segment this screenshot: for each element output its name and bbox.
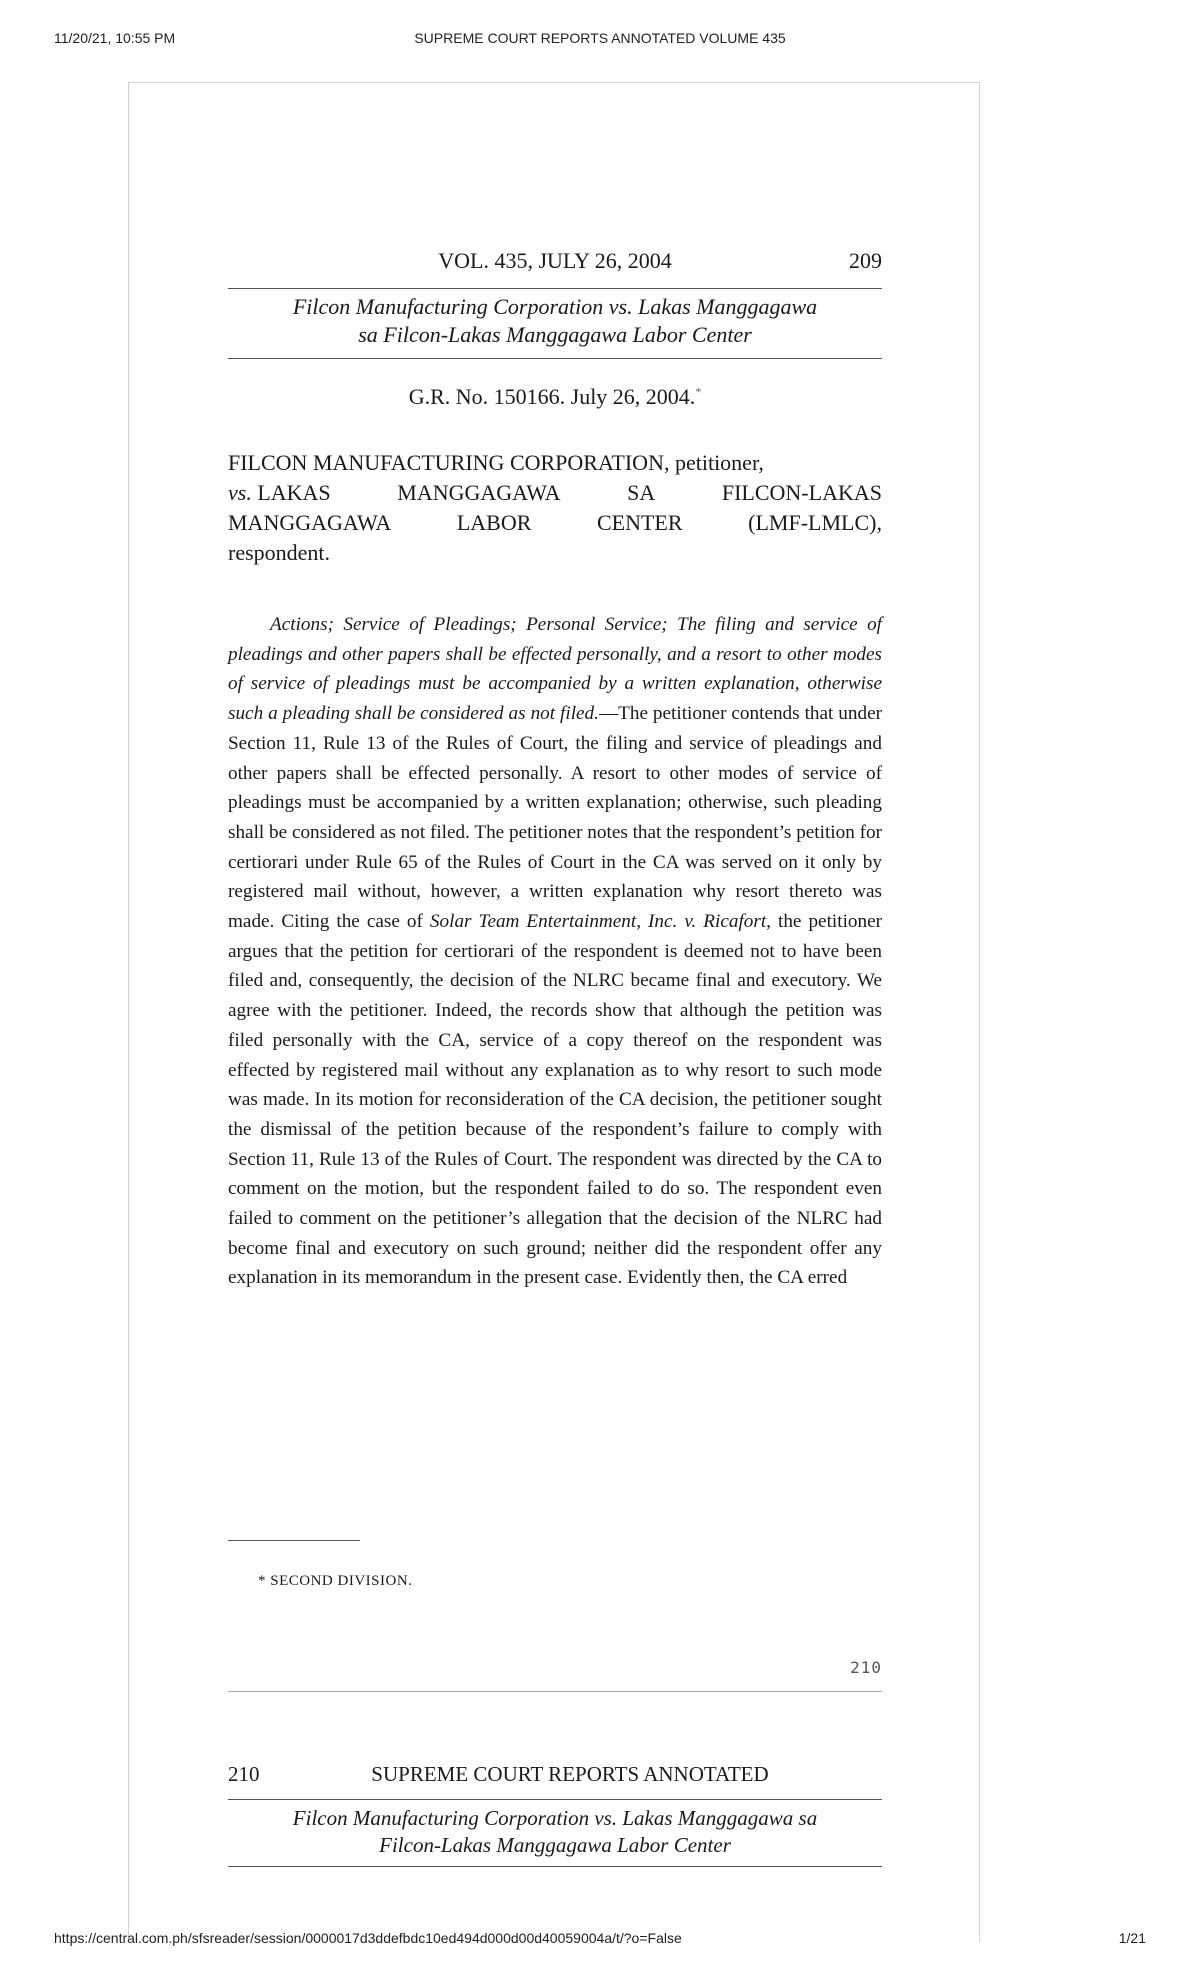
case-title-210-line1: Filcon Manufacturing Corporation vs. Lakas Manggagawa sa [292, 1806, 818, 1830]
header-rule-bottom-210 [228, 1866, 882, 1867]
print-header-title: SUPREME COURT REPORTS ANNOTATED VOLUME 435 [414, 30, 786, 46]
parties [228, 448, 882, 568]
syllabus-paragraph [228, 610, 882, 1293]
parties-line3-word: MANGGAGAWA [228, 510, 392, 535]
running-head-210 [228, 1762, 882, 1792]
header-rule-bottom [228, 358, 882, 359]
parties-line3 [228, 508, 882, 538]
parties-line2-word: SA [627, 480, 656, 505]
running-head [228, 248, 882, 278]
gr-number-text: G.R. No. 150166. July 26, 2004. [408, 384, 696, 409]
syllabus-body-continued: , the petitioner argues that the petition for certiorari of the respondent is deemed not to have been filed and, consequently, the decision of the NLRC became final and executory. We agree with the petitioner. Indeed, the records show that although the petition was filed personally with the CA, service of a copy thereof on the respondent was effected by registered mail without any explanation as to why resort to such mode was made. In its motion for reconsideration of the CA decision, the petitioner sought the dismissal of the petition because of the respondent’s failure to comply with Section 11, Rule 13 of the Rules of Court. The respondent was directed by the CA to comment on the motion, but the respondent failed to do so. The respondent even failed to comment on the petitioner’s allegation that the decision of the NLRC had become final and executory on such ground; neither did the respondent offer any explanation in its memorandum in the present case. Evidently then, the CA erred [228, 911, 882, 1289]
volume-heading: VOL. 435, JULY 26, 2004 [438, 248, 672, 273]
print-footer-url: https://central.com.ph/sfsreader/session/0000017d3ddefbdc10ed494d000d00d40059004a/t/?o=False [54, 1930, 682, 1946]
cited-case: Solar Team Entertainment, Inc. v. Ricafort [429, 911, 767, 933]
parties-line2-word: vs. LAKAS [228, 480, 331, 505]
print-footer [0, 1930, 1200, 1950]
footnote-rule [228, 1540, 360, 1541]
case-title-210-line2: Filcon-Lakas Manggagawa Labor Center [379, 1833, 731, 1857]
print-footer-page: 1/21 [1118, 1930, 1146, 1946]
page-number: 209 [849, 248, 882, 273]
syllabus-body: —The petitioner contends that under Section 11, Rule 13 of the Rules of Court, the filing and service of pleadings and other papers shall be effected personally. A resort to other modes of service of pleadings must be accompanied by a written explanation; otherwise, such pleading shall be considered as not filed. The petitioner notes that the respondent’s petition for certiorari under Rule 65 of the Rules of Court in the CA was served on it only by registered mail without, however, a written explanation why resort thereto was made. Citing the case of [228, 703, 882, 933]
parties-line2-word: FILCON-LAKAS [721, 480, 882, 505]
case-title-210 [228, 1805, 882, 1859]
parties-line3-word: CENTER [596, 510, 683, 535]
header-rule-top [228, 288, 882, 289]
print-header [0, 30, 1200, 50]
footnote: * SECOND DIVISION. [258, 1573, 413, 1589]
case-title [228, 293, 882, 349]
header-rule-top-210 [228, 1799, 882, 1800]
case-title-line2: sa Filcon-Lakas Manggagawa Labor Center [358, 322, 752, 347]
page-break-rule [228, 1691, 882, 1692]
versus-abbrev: vs. [228, 480, 252, 505]
parties-line3-word: (LMF-LMLC), [748, 510, 882, 535]
case-title-line1: Filcon Manufacturing Corporation vs. Lakas Manggagawa [292, 294, 818, 319]
gr-footnote-link[interactable]: * [695, 384, 702, 399]
reporter-heading: SUPREME COURT REPORTS ANNOTATED [371, 1762, 769, 1786]
page-number-210: 210 [228, 1762, 260, 1786]
parties-line1: FILCON MANUFACTURING CORPORATION, petitioner, [228, 450, 764, 475]
parties-line2 [228, 478, 882, 508]
parties-line2-word: MANGGAGAWA [397, 480, 561, 505]
syllabus-headnote: Actions; Service of Pleadings; Personal Service; The filing and service of pleadings and other papers shall be effected personally, and a resort to other modes of service of pleadings must be accompanied by a written explanation, otherwise such a pleading shall be considered as not filed. [228, 614, 882, 725]
parties-line4: respondent. [228, 540, 331, 565]
next-page-marker: 210 [850, 1658, 882, 1677]
print-header-timestamp: 11/20/21, 10:55 PM [54, 30, 176, 46]
gr-number [228, 384, 882, 410]
parties-line3-word: LABOR [456, 510, 532, 535]
